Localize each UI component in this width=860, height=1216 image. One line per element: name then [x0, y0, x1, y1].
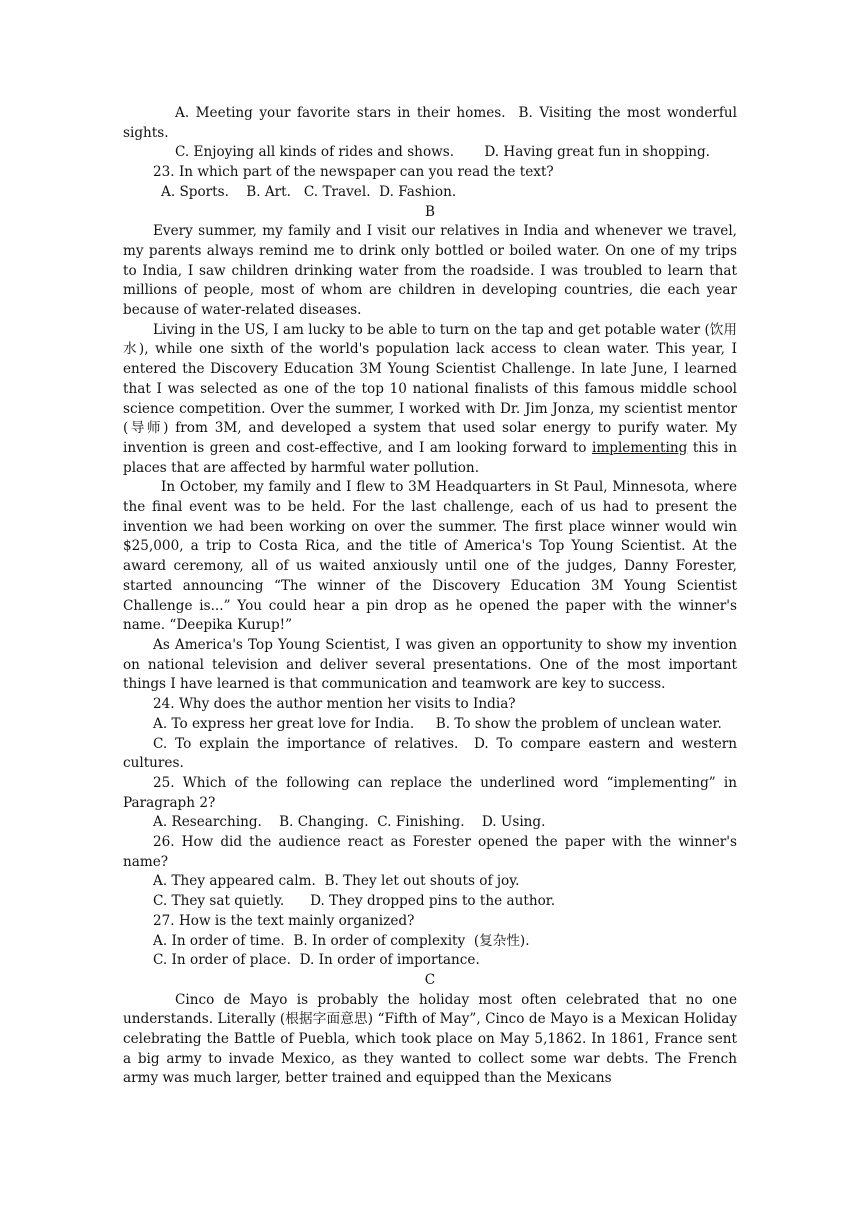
document-content [123, 104, 742, 1089]
paragraph-2-text-before: Living in the US, I am lucky to be able to turn on the tap and get potable water (饮用水), while one sixth of the world's population lack access to clean water. This year, I entered the Discovery Education 3M Young Scientist Challenge. In late June, I learned that I was selected as one of the top 10 national finalists of this famous middle school science competition. Over the summer, I worked with Dr. Jim Jonza, my scientist mentor (导师) from 3M, and developed a system that used solar energy to purify water. My invention is green and cost-effective, and I am looking forward to [123, 321, 737, 456]
q22-option-d: D. Having great fun in shopping. [484, 144, 710, 161]
q22-option-c: C. Enjoying all kinds of rides and shows. [175, 144, 455, 161]
section-b-paragraph-2 [123, 321, 737, 479]
section-b-heading: B [425, 203, 435, 220]
q25-stem: 25. Which of the following can replace the underlined word “implementing” in Paragraph 2? [123, 774, 737, 811]
q23-stem: 23. In which part of the newspaper can you read the text? [153, 164, 554, 181]
q26-stem: 26. How did the audience react as Forester opened the paper with the winner's name? [123, 834, 737, 870]
q27-options-cd: C. In order of place. D. In order of importance. [153, 952, 480, 969]
paragraph-2-text-after: this in places that are affected by harmful water pollution. [123, 439, 737, 476]
q27-stem: 27. How is the text mainly organized? [153, 912, 415, 929]
section-b-paragraph-4: As America's Top Young Scientist, I was given an opportunity to show my invention on national television and deliver several presentations. One of the most important things I have learned is that communication and teamwork are key to success. [123, 636, 737, 693]
q23-options: A. Sports. B. Art. C. Travel. D. Fashion. [161, 183, 457, 200]
section-b-paragraph-1: Every summer, my family and I visit our relatives in India and whenever we travel, my parents always remind me to drink only bottled or boiled water. On one of my trips to India, I saw children drinking water from the roadside. I was troubled to learn that millions of people, most of whom are children in developing countries, die each year because of water-related diseases. [123, 223, 737, 319]
section-c-paragraph-1: Cinco de Mayo is probably the holiday most often celebrated that no one understands. Literally (根据字面意思) “Fifth of May”, Cinco de Mayo is a Mexican Holiday celebrating the Battle of Puebla, which took place on May 5,1862. In 1861, France sent a big army to invade Mexico, as they wanted to collect some war debts. The French army was much larger, better trained and equipped than the Mexicans [123, 991, 737, 1087]
q22-options-ab [123, 104, 737, 143]
underlined-word-implementing: implementing [592, 439, 688, 456]
q24-options-ab: A. To express her great love for India. B. To show the problem of unclean water. [153, 715, 722, 732]
q26-options-cd: C. They sat quietly. D. They dropped pins to the author. [153, 893, 556, 910]
section-b-paragraph-3: In October, my family and I flew to 3M Headquarters in St Paul, Minnesota, where the final event was to be held. For the last challenge, each of us had to present the invention we had been working on over the summer. The first place winner would win $25,000, a trip to Costa Rica, and the title of America's Top Young Scientist. At the award ceremony, all of us waited anxiously until one of the judges, Danny Forester, started announcing “The winner of the Discovery Education 3M Young Scientist Challenge is...” You could hear a pin drop as he opened the paper with the winner's name. “Deepika Kurup!” [123, 479, 737, 634]
q27-options-ab: A. In order of time. B. In order of complexity (复杂性). [153, 932, 530, 949]
q25-options: A. Researching. B. Changing. C. Finishing. D. Using. [153, 814, 546, 831]
q22-options-cd [123, 143, 737, 163]
q22-option-a: A. Meeting your favorite stars in their homes. [175, 105, 506, 121]
q24-stem: 24. Why does the author mention her visits to India? [153, 696, 516, 713]
q22-option-b: B. Visiting the most wonderful sights. [123, 105, 737, 141]
section-c-heading: C [424, 971, 436, 988]
q24-options-cd: C. To explain the importance of relatives. D. To compare eastern and western cultures. [123, 735, 742, 772]
q26-options-ab: A. They appeared calm. B. They let out shouts of joy. [153, 873, 520, 890]
